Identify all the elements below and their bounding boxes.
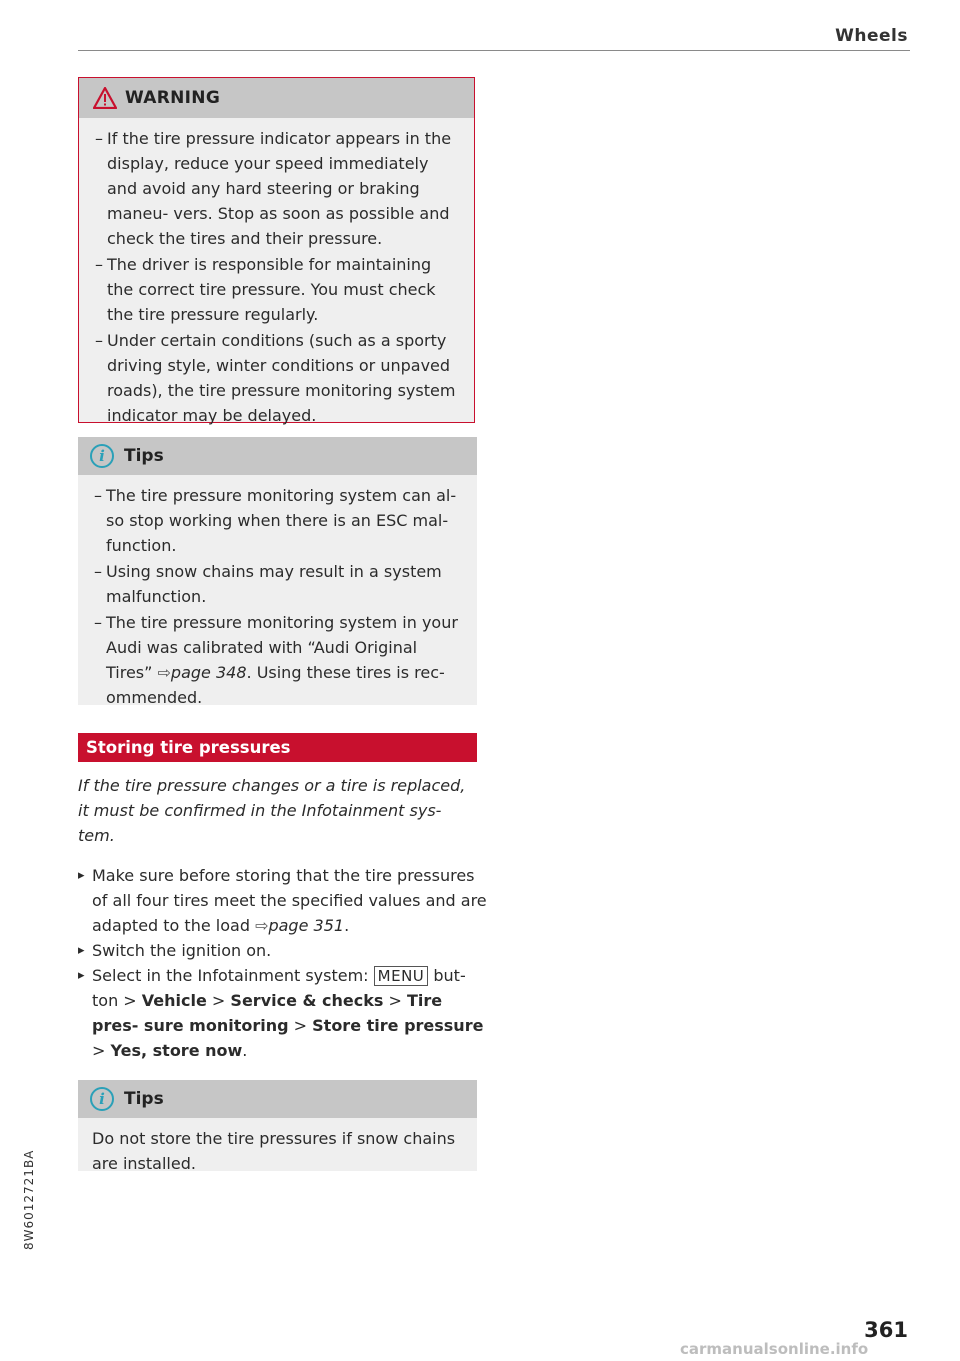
list-item: – Using snow chains may result in a system malfunction. [106,559,463,610]
menu-path-yes: Yes, store now [110,1041,243,1060]
warning-header [79,78,474,118]
step-text: but- ton > [92,966,466,1010]
page-reference[interactable]: page 351 [268,916,345,935]
menu-path-tpms: Tire pres- sure monitoring [92,991,443,1035]
steps-list [78,863,494,1063]
menu-key: MENU [374,966,429,986]
list-item: – The driver is responsible for maintaining the correct tire pressure. You must check the tire pressure regularly. [107,252,460,328]
arrow-right-icon: ⇨ [157,663,171,682]
header-rule [78,50,910,51]
menu-path-vehicle: Vehicle [141,991,207,1010]
tips-text: The tire pressure monitoring system in your Audi was calibrated with “Audi Original Tires” [106,613,458,682]
tips-text: Do not store the tire pressures if snow chains are installed. [92,1129,456,1173]
warning-icon [93,87,117,109]
step-item [92,963,494,1063]
list-item: – If the tire pressure indicator appears in the display, reduce your speed immediately and avoid any hard steering or braking maneu- vers. Stop as soon as possible and check the tires and their pressure. [107,126,460,252]
step-text: . [242,1041,248,1060]
menu-separator: > [288,1016,313,1035]
warning-box [78,77,475,423]
tips-title: Tips [124,1089,164,1109]
arrow-right-icon: ⇨ [255,916,269,935]
menu-separator: > [92,1041,111,1060]
tips-box [78,437,477,705]
tips-header [78,1080,477,1118]
step-text: . [344,916,350,935]
menu-path-store: Store tire pressure [312,1016,484,1035]
menu-separator: > [206,991,231,1010]
section-title: Wheels [835,26,908,46]
intro-text: If the tire pressure changes or a tire is replaced, it must be confirmed in the Infotainment sys- tem. [78,776,466,845]
page-number: 361 [864,1318,908,1342]
warning-title: WARNING [125,88,221,108]
list-item [106,610,463,711]
section-heading: Storing tire pressures [78,733,477,762]
menu-separator: > [383,991,407,1010]
warning-list [79,118,474,429]
list-item: – Under certain conditions (such as a sporty driving style, winter conditions or unpaved roads), the tire pressure monitoring system indicator may be delayed. [107,328,460,429]
tips-header [78,437,477,475]
tips-list [78,475,477,711]
document-code: 8W6012721BA [22,1149,36,1250]
step-item [92,863,494,938]
page-reference[interactable]: page 348 [170,663,247,682]
watermark: carmanualsonline.info [680,1340,869,1358]
step-text: Select in the Infotainment system: [92,966,374,985]
list-item: – The tire pressure monitoring system can al- so stop working when there is an ESC mal- function. [106,483,463,559]
info-icon: i [90,444,114,468]
tips-box-2 [78,1080,477,1171]
step-text: Make sure before storing that the tire pressures of all four tires meet the specified values and are adapted to the load [92,866,487,935]
tips-text: . Using these tires is rec- ommended. [106,663,445,707]
step-item: ▸ Switch the ignition on. [92,938,494,963]
menu-path-service: Service & checks [230,991,384,1010]
tips-title: Tips [124,446,164,466]
info-icon: i [90,1087,114,1111]
